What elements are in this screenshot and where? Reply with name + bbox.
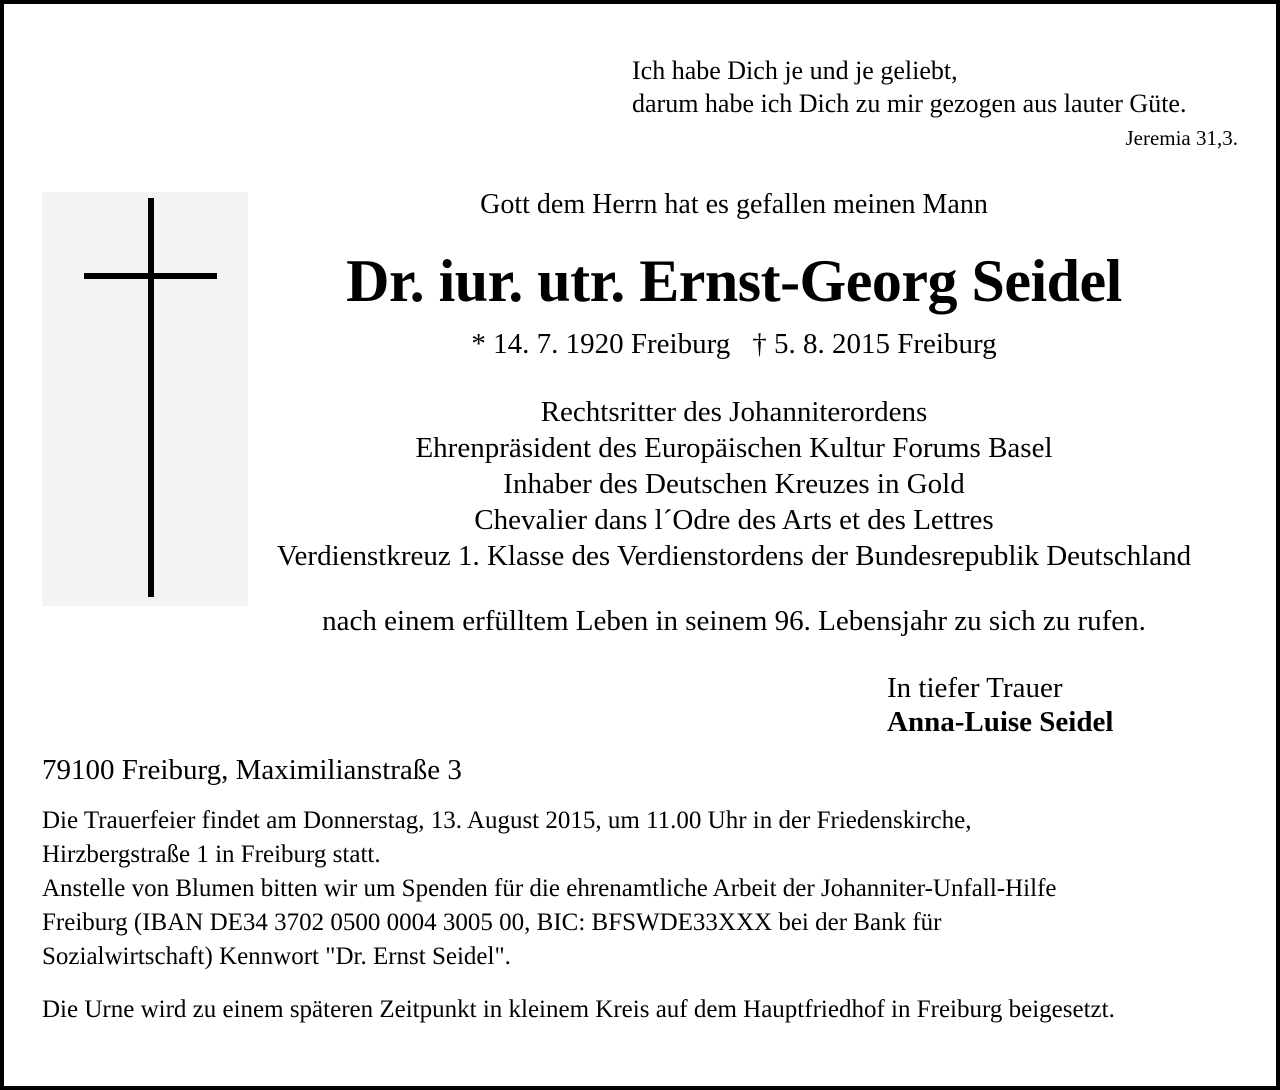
verse-line-1: Ich habe Dich je und je geliebt, <box>632 56 958 85</box>
death-date: † 5. 8. 2015 Freiburg <box>752 328 997 360</box>
cross-background <box>42 192 248 606</box>
mourning-label: In tiefer Trauer <box>887 672 1063 704</box>
bible-verse <box>632 54 1244 120</box>
mourning-block <box>887 671 1113 739</box>
cross-horizontal-bar <box>84 273 217 279</box>
address: 79100 Freiburg, Maximilianstraße 3 <box>42 754 462 786</box>
intro-text: Gott dem Herrn hat es gefallen meinen Mann <box>480 189 988 220</box>
detail-line: Die Trauerfeier findet am Donnerstag, 13. August 2015, um 11.00 Uhr in der Friedenskirche, <box>42 807 972 834</box>
detail-line: Freiburg (IBAN DE34 3702 0500 0004 3005 00, BIC: BFSWDE33XXX bei der Bank für <box>42 909 942 936</box>
honor-item: Chevalier dans l´Odre des Arts et des Lettres <box>474 504 994 536</box>
honor-item: Verdienstkreuz 1. Klasse des Verdienstordens der Bundesrepublik Deutschland <box>276 540 1192 572</box>
honor-item: Rechtsritter des Johanniterordens <box>540 396 928 428</box>
detail-line: Anstelle von Blumen bitten wir um Spenden für die ehrenamtliche Arbeit der Johanniter-Unfall-Hilfe <box>42 875 1057 902</box>
verse-line-2: darum habe ich Dich zu mir gezogen aus lauter Güte. <box>632 89 1187 118</box>
cross-vertical-bar <box>148 198 154 597</box>
life-dates <box>234 330 1234 359</box>
funeral-details <box>42 804 1242 974</box>
verse-reference: Jeremia 31,3. <box>1125 126 1238 150</box>
honor-item: Inhaber des Deutschen Kreuzes in Gold <box>503 468 965 500</box>
detail-line: Sozialwirtschaft) Kennwort "Dr. Ernst Seidel". <box>42 943 511 970</box>
deceased-name: Dr. iur. utr. Ernst-Georg Seidel <box>346 248 1122 314</box>
closing-text: nach einem erfülltem Leben in seinem 96. Lebensjahr zu sich zu rufen. <box>322 605 1146 637</box>
honors-list <box>234 394 1234 574</box>
honor-item: Ehrenpräsident des Europäischen Kultur Forums Basel <box>415 432 1053 464</box>
detail-line: Hirzbergstraße 1 in Freiburg statt. <box>42 841 381 868</box>
mourner-name: Anna-Luise Seidel <box>887 706 1114 738</box>
birth-date: * 14. 7. 1920 Freiburg <box>471 328 731 360</box>
urn-notice: Die Urne wird zu einem späteren Zeitpunkt in kleinem Kreis auf dem Hauptfriedhof in Freiburg beigesetzt. <box>42 996 1115 1023</box>
